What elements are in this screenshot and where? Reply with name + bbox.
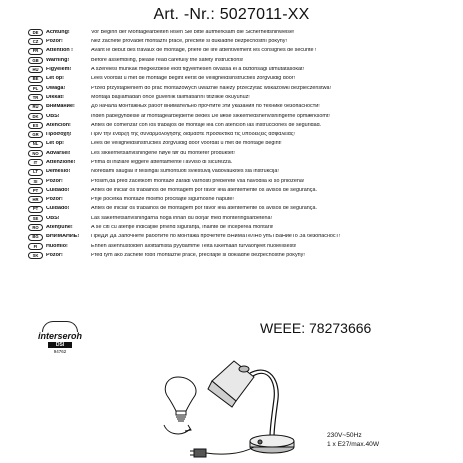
warning-label: Uwaga! <box>46 85 66 91</box>
warning-row-gr <box>28 130 440 139</box>
country-badge: HR <box>28 196 43 203</box>
warning-text: Läs säkerhetsanvisningarna noga innan du börjar med monteringsarbetena! <box>91 215 273 221</box>
country-badge: CZ <box>28 38 43 45</box>
country-badge: TR <box>28 94 43 101</box>
bulb-icon <box>165 377 196 421</box>
lamp-gooseneck <box>250 370 278 437</box>
warning-label: Huomio! <box>46 243 68 249</box>
warning-row-fr <box>28 47 440 56</box>
warning-row-pt-2 <box>28 205 440 214</box>
warning-text: Inden påbegyndelse af montagearbejderne bedes De læse sikkerhedshenvisningerne opmærksomt! <box>91 113 330 119</box>
country-badge: RO <box>28 224 43 231</box>
lamp-shade <box>208 361 254 407</box>
warning-text: До начала монтажных работ внимательно прочтите эти указания по технике безопасности! <box>91 104 320 110</box>
country-badge: SK <box>28 252 43 259</box>
country-badge: FI <box>28 243 43 250</box>
warning-label: Pozor! <box>46 178 63 184</box>
warning-text: Ennen asennustöiden aloittamista pyydämme Teitä lukemaan turvaohjeet huolellisesti! <box>91 243 297 249</box>
warning-label: Dikkat! <box>46 94 64 100</box>
warning-label: OBS! <box>46 113 60 119</box>
spec-voltage: 230V~50Hz <box>327 432 362 439</box>
warning-row-pt <box>28 186 440 195</box>
warning-label: ВНИМАНИЕ! <box>46 234 80 240</box>
warning-row-hr <box>28 195 440 204</box>
plug-icon <box>190 447 254 457</box>
warning-row-be <box>28 74 440 83</box>
warning-text: Πριν την έναρξη της συναρμολόγησης διαβάστε προσεκτικά τις υποδείξεις ασφαλείας! <box>91 132 295 138</box>
country-badge: NO <box>28 150 43 157</box>
warning-text: Avant le début des travaux de montage, prière de lire attentivement les consignes de sécurité ! <box>91 48 317 54</box>
warning-label: Let op! <box>46 141 64 147</box>
article-number: Art. -Nr.: 5027011-XX <box>153 6 310 23</box>
country-badge: ES <box>28 122 43 129</box>
country-badge: PT <box>28 187 43 194</box>
warning-label: Figyelem! <box>46 67 72 73</box>
logo-number: 94762 <box>53 349 67 354</box>
warning-text: Prije početka montaže molimo pročitajte sigurnosne napute! <box>91 197 234 203</box>
warning-label: Προσοχή! <box>46 132 72 138</box>
country-badge: DE <box>28 29 43 36</box>
warning-label: Pozor! <box>46 39 63 45</box>
country-badge: BG <box>28 234 43 241</box>
country-badge: NL <box>28 141 43 148</box>
warning-row-se <box>28 214 440 223</box>
warning-row-nl <box>28 140 440 149</box>
rotate-arrow-icon <box>164 425 191 434</box>
warning-text: Antes de comenzar con los trabajos de montaje lea con atención las instrucciones de seguridad. <box>91 122 322 128</box>
warning-label: Atenţiune! <box>46 225 73 231</box>
warning-row-ru <box>28 102 440 111</box>
warning-text: Lees de veiligheidsinstructies zorgvuldig door voordat u met de montage begint! <box>91 141 282 147</box>
spec-bulb: 1 x E27/max.40W <box>327 441 380 448</box>
country-badge: HU <box>28 66 43 73</box>
lamp-base <box>250 435 294 453</box>
warning-label: Achtung! <box>46 29 70 35</box>
country-badge: SI <box>28 178 43 185</box>
warning-label: Cuidado! <box>46 187 70 193</box>
warning-row-bg <box>28 233 440 242</box>
warning-row-hu <box>28 65 440 74</box>
warning-row-sk <box>28 251 440 260</box>
warning-row-fi <box>28 242 440 251</box>
warning-label: OBS! <box>46 215 60 221</box>
lamp-illustration <box>150 355 330 463</box>
warning-row-cz <box>28 37 440 46</box>
country-badge: SE <box>28 215 43 222</box>
logo-wordmark: interseroh <box>37 331 82 341</box>
warning-text: Przed przystąpieniem do prac montażowych uważnie należy przeczytać wskazówki bezpieczeństwa! <box>91 85 331 91</box>
warning-row-si <box>28 177 440 186</box>
country-badge: RU <box>28 104 43 111</box>
warning-text: Montaja başlamadan önce güvenlik talimatlarını titizlikle okuyunuz! <box>91 94 250 100</box>
warning-text: Antes de iniciar os trabalhos de montagem por favor leia atentemente os avisos de segurança. <box>91 206 317 212</box>
country-badge: FR <box>28 48 43 55</box>
warning-label: Atención! <box>46 122 71 128</box>
warning-text: Prima di iniziare leggere attentamente l'avviso di sicurezza. <box>91 160 233 165</box>
safety-warnings-list <box>28 28 440 260</box>
warning-text: Norėdami saugiai ir teisingai sumontuoti šviestuvą vadovaukitės šia instrukcija! <box>91 169 279 175</box>
warning-row-ro <box>28 223 440 232</box>
country-badge: PL <box>28 85 43 92</box>
warning-label: Attenzione! <box>46 160 76 165</box>
country-badge: PT <box>28 206 43 213</box>
warning-text: A szerelési munkák megkezdése előtt figyelmesen olvassa el a biztonsági útmutatásokat! <box>91 67 305 73</box>
warning-text: Pred tým ako začnete robiť montážne práce, prečítajte si dôkladne bezpečnostné pokyny! <box>91 252 305 258</box>
warning-row-no <box>28 149 440 158</box>
country-badge: GB <box>28 57 43 64</box>
country-badge: LT <box>28 169 43 176</box>
warning-label: Attention ! <box>46 48 73 54</box>
warning-label: Pozor! <box>46 252 63 258</box>
country-badge: IT <box>28 159 43 166</box>
warning-text: Les sikkerhetsanvisningene nøye før du monterer produktet! <box>91 150 235 156</box>
warning-row-de <box>28 28 440 37</box>
warning-text: Vor Beginn der Montagearbeiten lesen Sie bitte aufmerksam die Sicherheitshinweise! <box>91 29 295 35</box>
warning-label: Внимание! <box>46 104 75 110</box>
warning-text: Lees voordat u met de montage begint eerst de veiligheidsinstructies zorgvuldig door! <box>91 76 296 82</box>
electrical-specs <box>327 431 379 449</box>
country-badge: GR <box>28 131 43 138</box>
logo-badge: DSI <box>48 342 72 348</box>
warning-label: Dėmesio! <box>46 169 71 175</box>
warning-label: Let op! <box>46 76 64 82</box>
country-badge: DK <box>28 113 43 120</box>
warning-label: Advarsel! <box>46 150 71 156</box>
warning-text: A se citi cu atenţie indicaţiile privind siguranţa, înainte de începerea montării! <box>91 225 274 231</box>
warning-row-es <box>28 121 440 130</box>
warning-row-gb <box>28 56 440 65</box>
warning-label: Pozor! <box>46 197 63 203</box>
warning-text: Before assembling, please read carefully the safety instructions! <box>91 57 244 63</box>
weee-number: WEEE: 78273666 <box>260 320 372 336</box>
warning-row-pl <box>28 84 440 93</box>
warning-row-it <box>28 158 440 167</box>
interseroh-logo <box>30 321 90 354</box>
country-badge: BE <box>28 76 43 83</box>
warning-row-lt <box>28 167 440 176</box>
warning-label: Cuidado! <box>46 206 70 212</box>
warning-label: Warning! <box>46 57 70 63</box>
warning-text: ПреДИ Да Започнете работите по монтажа прочетете ВНиМаТеЛНо упъТВаНиеТо За безопасносТ! <box>91 234 341 240</box>
warning-row-dk <box>28 112 440 121</box>
warning-text: Než začnete provádět montážní práce, přečtěte si důkladně bezpečnostní pokyny! <box>91 39 287 45</box>
warning-text: Antes de iniciar os trabalhos de montagem por favor leia atentemente os avisos de segurança. <box>91 187 317 193</box>
warning-row-tr <box>28 93 440 102</box>
warning-text: Prosim,da pred začetkom montaže zaradi varnosti preberete vsa navodila ki so priložena! <box>91 178 305 184</box>
